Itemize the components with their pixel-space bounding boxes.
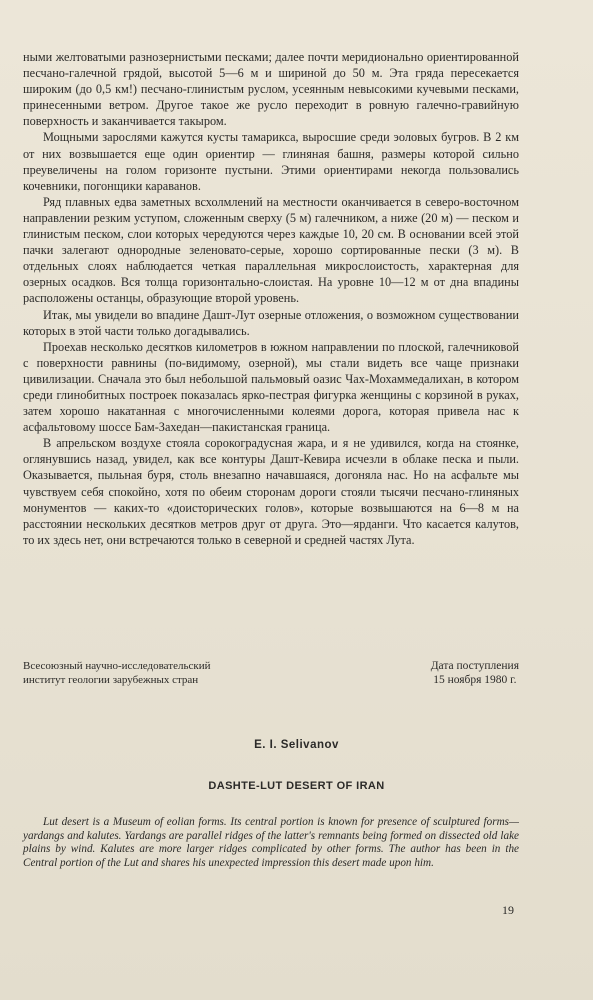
received-label: Дата поступления [430, 660, 519, 672]
paragraph-4: Итак, мы увидели во впадине Дашт-Лут озерные отложения, о возможном существовании которых в этой части только догадывались. [23, 307, 519, 338]
received-value: 15 ноября 1980 г. [433, 674, 517, 686]
abstract-text: Lut desert is a Museum of eolian forms. Its central portion is known for presence of sculptured forms—yardangs and kalutes. Yardangs are parallel ridges of the latter's remnants being formed on dissected old lake plains by wind. Kalutes are more larger ridges complicated by other forms. The author has been in the Central portion of the Lut and shares his unexpected impression this desert made upon him. [23, 816, 519, 869]
english-abstract [23, 816, 519, 870]
paragraph-3: Ряд плавных едва заметных всхолмлений на местности оканчивается в северо-восточном направлении резким уступом, сложенным сверху (5 м) галечником, а ниже (20 м) — песком и глинистым песком, слои которых чередуются через каждые 10, 20 см. В основании всей этой пачки залегают однородные зеленовато-серые, хорошо сортированные пески (3 м). В отдельных слоях наблюдается четкая параллельная микрослоистость, характерная для озерных осадков. Вся толща горизонтально-слоистая. На уровне 10—12 м от дна впадины расположены останцы, образующие второй уровень. [23, 194, 519, 306]
affiliation-line-1: Всесоюзный научно-исследовательский [23, 660, 211, 672]
paragraph-2: Мощными зарослями кажутся кусты тамарикса, выросшие среди эоловых бугров. В 2 км от них возвышается еще один ориентир — глиняная башня, размеры которой сильно преувеличены на голом горизонте пустыни. Этими ориентирами некогда пользовались кочевники, погонщики караванов. [23, 130, 519, 193]
page-number: 19 [502, 903, 514, 917]
received-date [431, 659, 519, 687]
paragraph-1: ными желтоватыми разнозернистыми песками; далее почти меридионально ориентированной песчано-галечной грядой, высотой 5—6 м и шириной до 50 м. Эта гряда пересекается широким (до 0,5 км!) песчано-глинистым руслом, усеянным невысокими кучевыми песками, принесенными ветром. Другое такое же русло переходит в ровную галечно-гравийную поверхность и заканчивается такыром. [23, 50, 519, 129]
english-title: DASHTE-LUT DESERT OF IRAN [208, 780, 385, 792]
affiliation-line-2: институт геологии зарубежных стран [23, 674, 199, 686]
paragraph-5: Проехав несколько десятков километров в южном направлении по плоской, галечниковой с поверхности равнины (по-видимому, озерной), мы стали видеть все чаще признаки цивилизации. Сначала это был небольшой пальмовый оазис Чах-Мохаммедалихан, в котором среди глинобитных построек показалась ярко-пестрая фигурка женщины с корзиной в руках, затем хорошо накатанная с многочисленными колеями дорога, которая привела нас к асфальтовому шоссе Бам-Захедан—пакистанская граница. [23, 339, 519, 435]
affiliation [23, 659, 293, 687]
paragraph-6: В апрельском воздухе стояла сорокоградусная жара, и я не удивился, когда на стоянке, оглянувшись назад, увидел, как все контуры Дашт-Кевира исчезли в облаке песка и пыли. Оказывается, пыльная буря, столь внезапно начавшаяся, догоняла нас. Но на асфальте мы чувствуем себя спокойно, хотя по обеим сторонам дороги стояли тысячи песчано-глиняных монументов — каких-то «доисторических голов», которые возвышаются на 6—8 м на расстоянии нескольких десятков метров друг от друга. Это—ярданги. Что касается калутов, то их здесь нет, они встречаются только в северной и средней частях Лута. [23, 436, 519, 547]
english-author: E. I. Selivanov [254, 739, 339, 751]
article-body [23, 49, 519, 548]
